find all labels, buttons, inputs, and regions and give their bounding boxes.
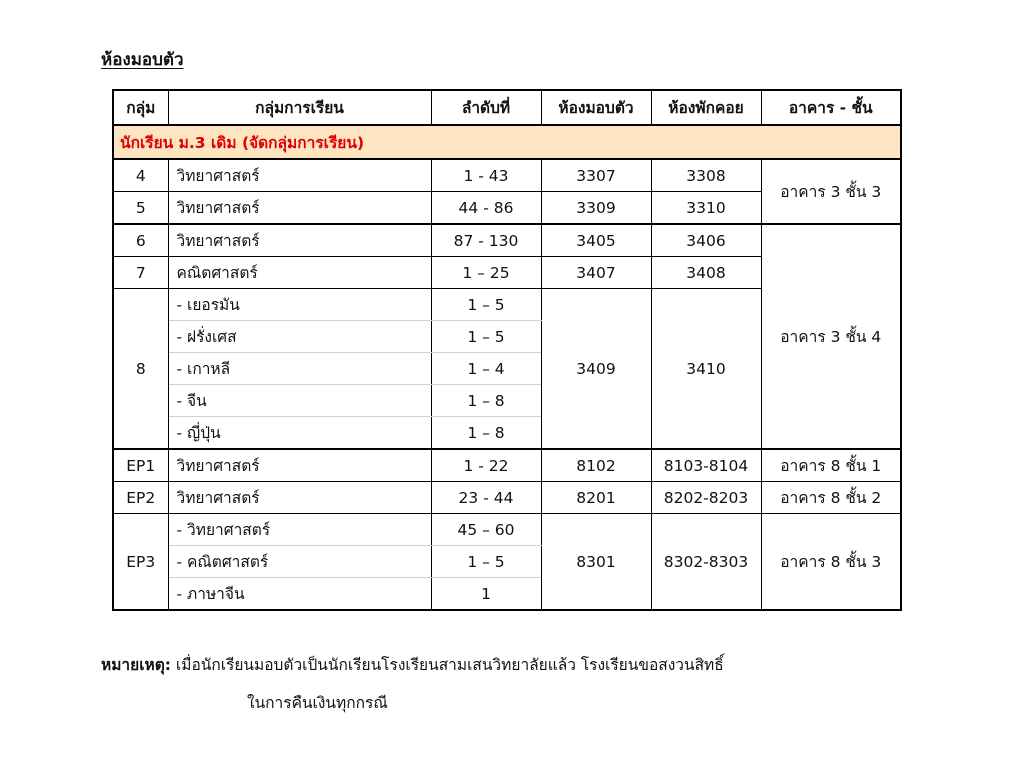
registration-room-table [112,89,902,611]
subject-cell: วิทยาศาสตร์ [168,159,431,192]
order-cell: 1 [431,578,541,611]
report-room-cell: 3309 [541,192,651,225]
section-band: นักเรียน ม.3 เดิม (จัดกลุ่มการเรียน) [113,125,901,159]
section-band-row [113,125,901,159]
group-cell: 7 [113,257,168,289]
waiting-room-cell: 3308 [651,159,761,192]
order-cell: 1 – 8 [431,417,541,450]
group-cell: EP1 [113,449,168,482]
subject-cell: คณิตศาสตร์ [168,257,431,289]
order-cell: 44 - 86 [431,192,541,225]
subject-cell: - คณิตศาสตร์ [168,546,431,578]
building-cell: อาคาร 8 ชั้น 1 [761,449,901,482]
building-cell: อาคาร 8 ชั้น 3 [761,514,901,611]
waiting-room-cell: 8302-8303 [651,514,761,611]
page-title: ห้องมอบตัว [101,50,184,70]
remark-line-1 [101,652,724,677]
header-building-floor: อาคาร - ชั้น [761,90,901,125]
subject-cell: - วิทยาศาสตร์ [168,514,431,546]
subject-cell: - ญี่ปุ่น [168,417,431,450]
report-room-cell: 3407 [541,257,651,289]
header-study-group: กลุ่มการเรียน [168,90,431,125]
header-order: ลำดับที่ [431,90,541,125]
table-row [113,514,901,546]
group-cell: EP2 [113,482,168,514]
order-cell: 1 – 5 [431,546,541,578]
order-cell: 1 - 43 [431,159,541,192]
report-room-cell: 8102 [541,449,651,482]
order-cell: 1 – 5 [431,289,541,321]
subject-cell: วิทยาศาสตร์ [168,224,431,257]
order-cell: 1 – 5 [431,321,541,353]
waiting-room-cell: 8103-8104 [651,449,761,482]
order-cell: 87 - 130 [431,224,541,257]
subject-cell: - เยอรมัน [168,289,431,321]
subject-cell: - ภาษาจีน [168,578,431,611]
waiting-room-cell: 8202-8203 [651,482,761,514]
subject-cell: วิทยาศาสตร์ [168,192,431,225]
subject-cell: วิทยาศาสตร์ [168,482,431,514]
table-row [113,159,901,192]
order-cell: 45 – 60 [431,514,541,546]
report-room-cell: 3405 [541,224,651,257]
table-header-row [113,90,901,125]
order-cell: 1 – 8 [431,385,541,417]
report-room-cell: 8301 [541,514,651,611]
report-room-cell: 3307 [541,159,651,192]
order-cell: 1 – 4 [431,353,541,385]
waiting-room-cell: 3310 [651,192,761,225]
header-waiting-room: ห้องพักคอย [651,90,761,125]
report-room-cell: 8201 [541,482,651,514]
waiting-room-cell: 3408 [651,257,761,289]
order-cell: 1 – 25 [431,257,541,289]
building-cell: อาคาร 3 ชั้น 3 [761,159,901,224]
table-row [113,482,901,514]
header-report-room: ห้องมอบตัว [541,90,651,125]
waiting-room-cell: 3406 [651,224,761,257]
table-row [113,224,901,257]
report-room-cell: 3409 [541,289,651,450]
subject-cell: วิทยาศาสตร์ [168,449,431,482]
group-cell: 5 [113,192,168,225]
remark-text-1: เมื่อนักเรียนมอบตัวเป็นนักเรียนโรงเรียนสามเสนวิทยาลัยแล้ว โรงเรียนขอสงวนสิทธิ์ [171,656,724,674]
subject-cell: - เกาหลี [168,353,431,385]
waiting-room-cell: 3410 [651,289,761,450]
remark-text-2: ในการคืนเงินทุกกรณี [247,694,388,712]
subject-cell: - จีน [168,385,431,417]
building-cell: อาคาร 3 ชั้น 4 [761,224,901,449]
group-cell: 4 [113,159,168,192]
remark-label: หมายเหตุ: [101,656,171,674]
building-cell: อาคาร 8 ชั้น 2 [761,482,901,514]
group-cell: 8 [113,289,168,450]
header-group: กลุ่ม [113,90,168,125]
table-row [113,449,901,482]
group-cell: EP3 [113,514,168,611]
order-cell: 1 - 22 [431,449,541,482]
group-cell: 6 [113,224,168,257]
order-cell: 23 - 44 [431,482,541,514]
subject-cell: - ฝรั่งเศส [168,321,431,353]
